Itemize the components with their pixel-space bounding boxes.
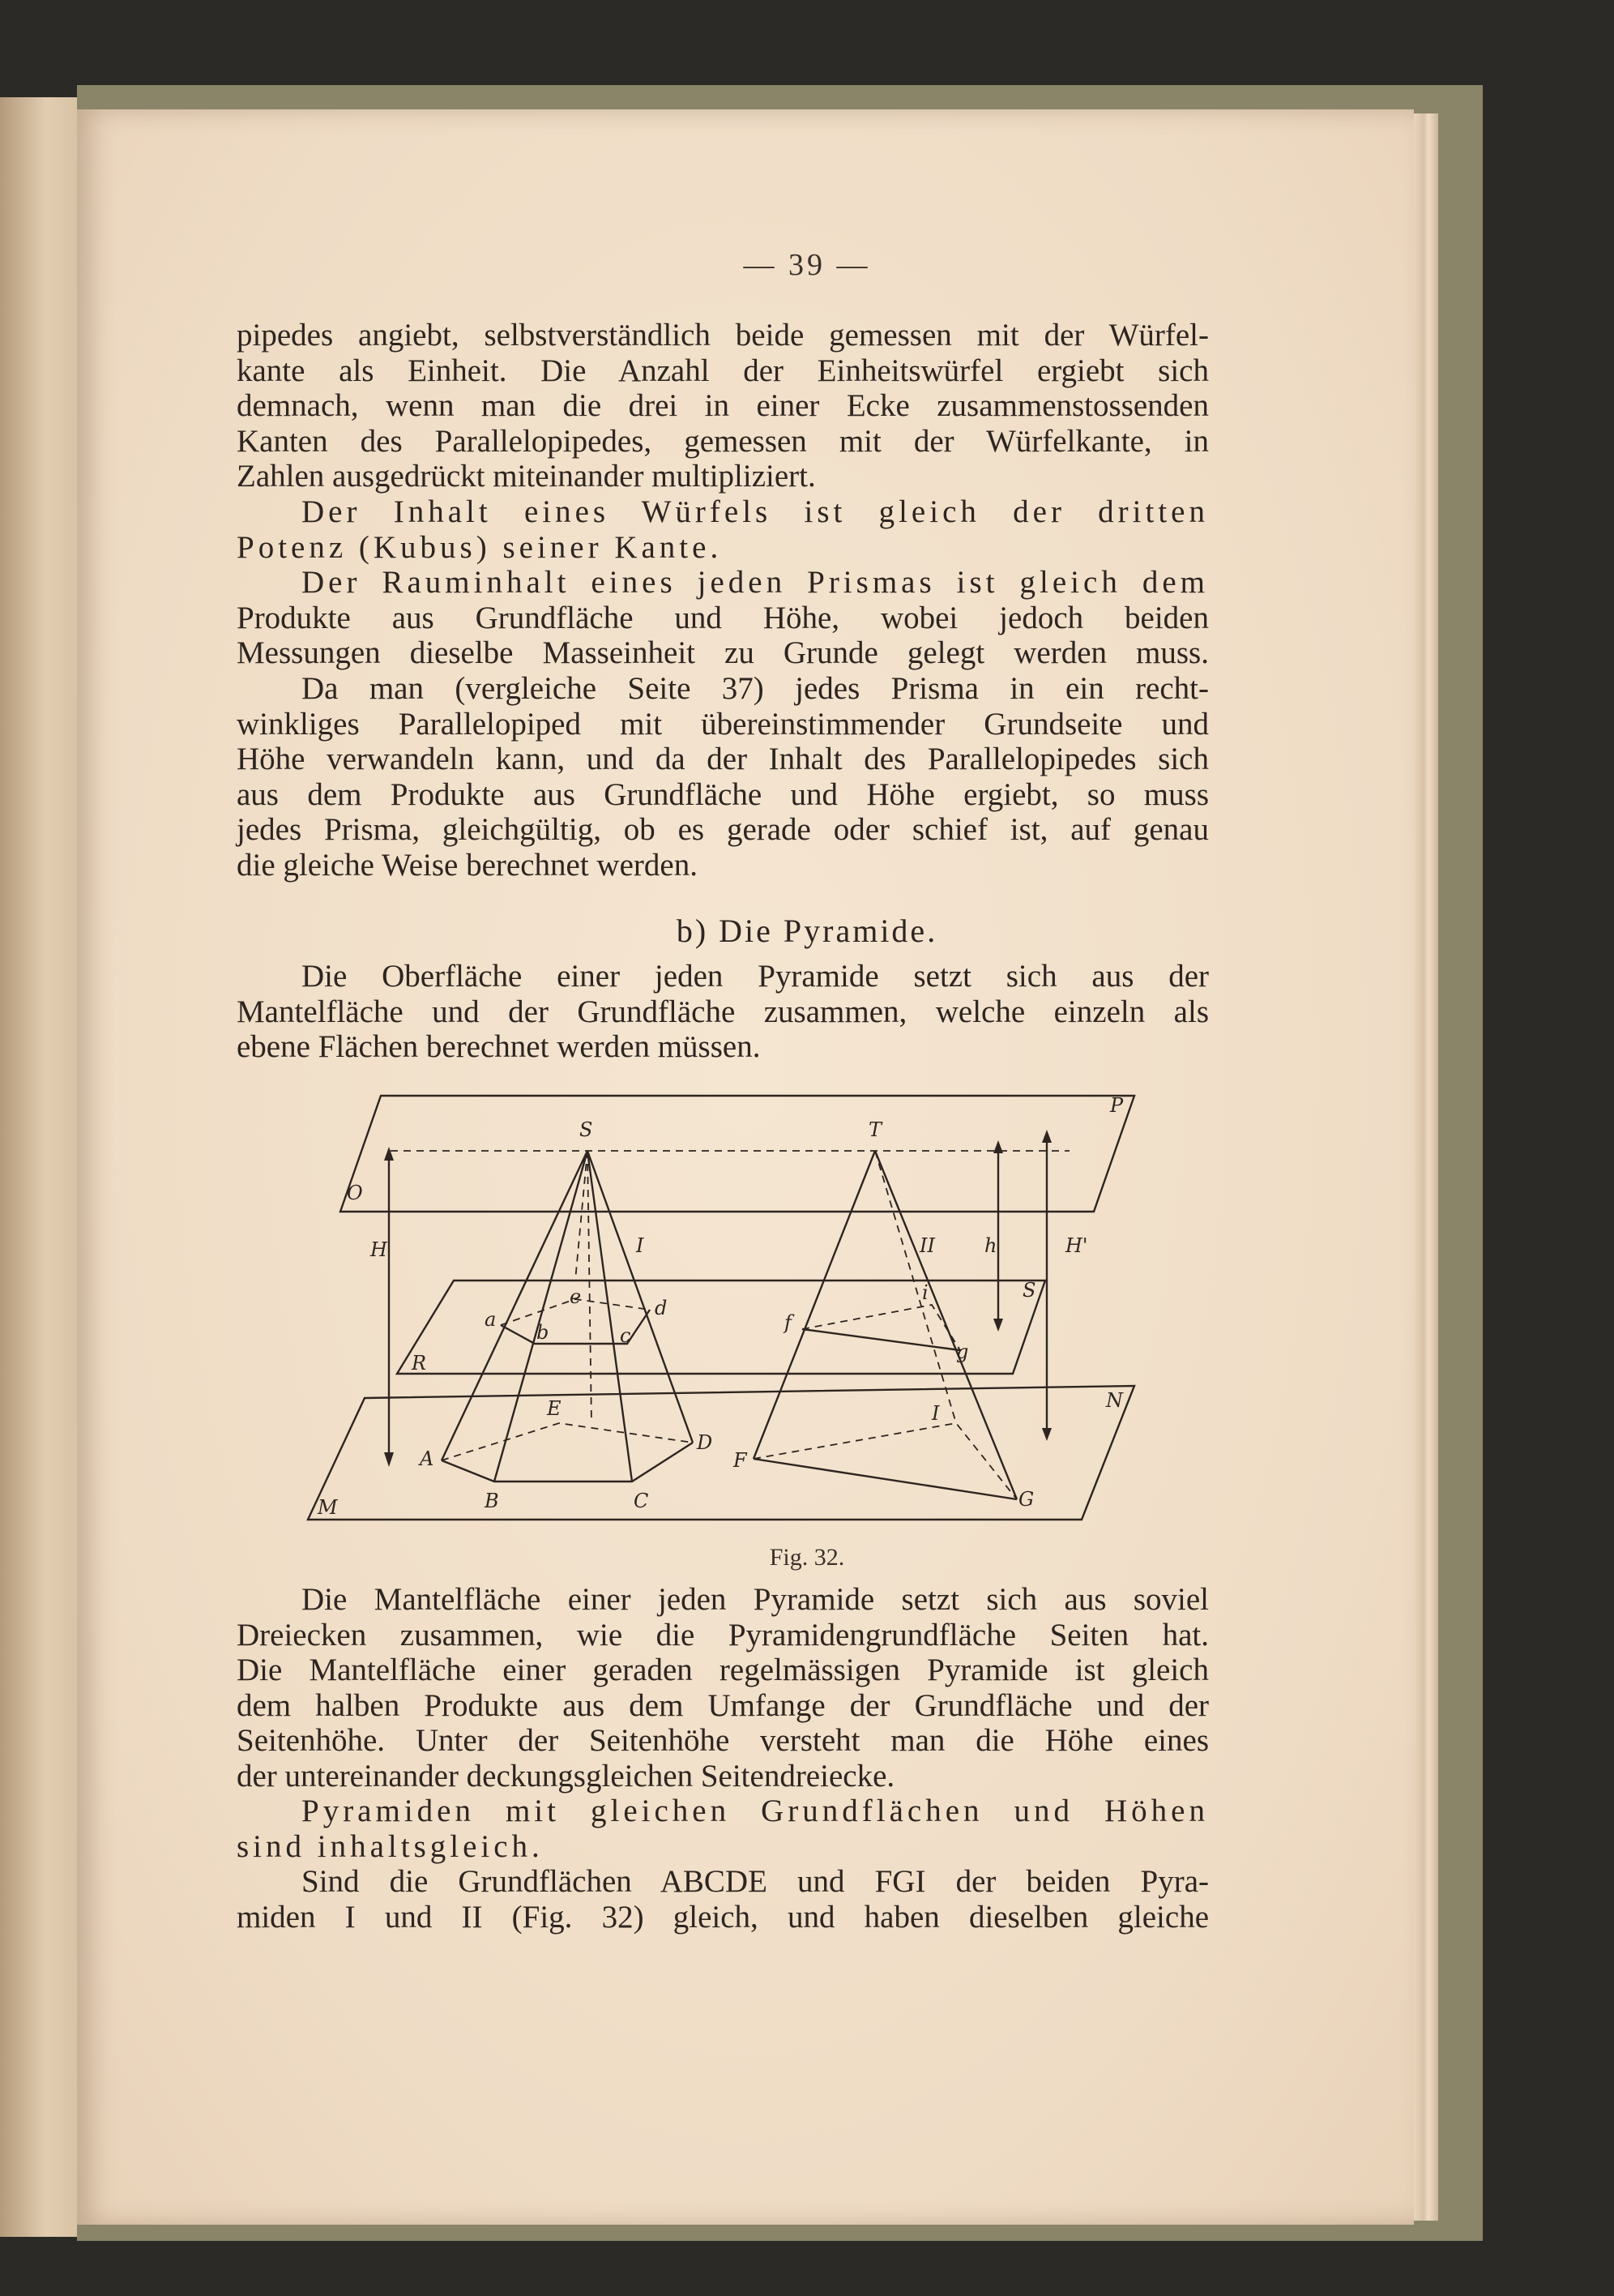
- label-B: B: [485, 1490, 499, 1512]
- label-d: d: [655, 1297, 668, 1319]
- text-line: ebene Flächen berechnet werden müssen.: [237, 1029, 761, 1064]
- text-line: der untereinander deckungsgleichen Seitendreiecke.: [237, 1758, 895, 1794]
- page-stack-edge: [1414, 113, 1438, 2221]
- text-line: Produkte aus Grundfläche und Höhe, wobei jedoch beiden: [237, 600, 1209, 635]
- text-line: pipedes angiebt, selbstverständlich beide gemessen mit der Würfel-: [237, 318, 1209, 353]
- text-line: die gleiche Weise berechnet werden.: [237, 847, 698, 883]
- label-C: C: [634, 1490, 649, 1512]
- label-II: II: [920, 1234, 935, 1257]
- figure-caption: Fig. 32.: [769, 1544, 845, 1571]
- text-line: winkliges Parallelopiped mit übereinstimmender Grundseite und: [237, 706, 1209, 742]
- label-P: P: [1110, 1094, 1124, 1117]
- text-line: Da man (vergleiche Seite 37) jedes Prisma in ein recht-: [301, 671, 1209, 706]
- text-line: Sind die Grundflächen ABCDE und FGI der beiden Pyra-: [301, 1864, 1209, 1899]
- label-S: S: [579, 1118, 593, 1141]
- text-line: Der Rauminhalt eines jeden Prismas ist gleich dem: [301, 565, 1209, 600]
- pyramid-diagram: [292, 1086, 1151, 1540]
- height-lines: [389, 1136, 1047, 1459]
- text-line: Die Oberfläche einer jeden Pyramide setzt sich aus der: [301, 959, 1209, 994]
- pyramid-ii-edges: [754, 1151, 1017, 1499]
- label-g: g: [956, 1340, 969, 1363]
- text-line: Potenz (Kubus) seiner Kante.: [237, 529, 723, 565]
- label-R: R: [412, 1352, 427, 1375]
- label-I-base: I: [932, 1402, 940, 1425]
- paragraph-5: [237, 959, 1209, 1065]
- label-H: H: [370, 1238, 387, 1261]
- text-line: Seitenhöhe. Unter der Seitenhöhe versteht man die Höhe eines: [237, 1723, 1209, 1758]
- paragraph-4: [237, 671, 1209, 883]
- label-b: b: [536, 1321, 549, 1344]
- label-e: e: [570, 1285, 582, 1308]
- label-I: I: [636, 1234, 644, 1257]
- label-f: f: [784, 1311, 792, 1334]
- section-heading: b) Die Pyramide.: [676, 913, 938, 949]
- paragraph-6: [237, 1582, 1209, 1794]
- label-T: T: [869, 1118, 882, 1141]
- label-N: N: [1106, 1389, 1123, 1412]
- pyramid-ii-hidden: [754, 1151, 1017, 1499]
- label-c: c: [620, 1324, 631, 1347]
- label-i: i: [922, 1281, 929, 1304]
- plane-op: [340, 1096, 1134, 1212]
- label-G: G: [1018, 1488, 1035, 1511]
- pyramid-ii-hidden-section: [802, 1305, 960, 1350]
- label-H-prime: H': [1065, 1234, 1088, 1257]
- text-line: aus dem Produkte aus Grundfläche und Höhe ergiebt, so muss: [237, 776, 1209, 812]
- text-line: Pyramiden mit gleichen Grundflächen und Höhen: [301, 1794, 1209, 1828]
- text-line: Dreiecken zusammen, wie die Pyramidengrundfläche Seiten hat.: [237, 1617, 1209, 1653]
- text-line: Die Mantelfläche einer geraden regelmässigen Pyramide ist gleich: [237, 1653, 1209, 1687]
- text-line: Kanten des Parallelopipedes, gemessen mit der Würfelkante, in: [237, 423, 1209, 459]
- text-line: demnach, wenn man die drei in einer Ecke zusammenstossenden: [237, 388, 1209, 423]
- text-line: Zahlen ausgedrückt miteinander multipliziert.: [237, 459, 816, 494]
- text-line: Mantelfläche und der Grundfläche zusammen, welche einzeln als: [237, 994, 1209, 1029]
- text-line: sind inhaltsgleich.: [237, 1828, 544, 1864]
- paragraph-1: [237, 318, 1209, 494]
- label-E: E: [547, 1397, 561, 1420]
- text-line: jedes Prisma, gleichgültig, ob es gerade oder schief ist, auf genau: [237, 812, 1209, 847]
- label-F: F: [733, 1449, 747, 1472]
- text-line: Höhe verwandeln kann, und da der Inhalt des Parallelopipedes sich: [237, 742, 1209, 776]
- text-line: dem halben Produkte aus dem Umfange der Grundfläche und der: [237, 1687, 1209, 1723]
- label-M: M: [318, 1496, 338, 1519]
- paragraph-7-theorem: [237, 1794, 1209, 1864]
- pyramid-ii-base: [754, 1459, 1017, 1499]
- label-h: h: [984, 1234, 997, 1257]
- text-line: Messungen dieselbe Masseinheit zu Grunde gelegt werden muss.: [237, 635, 1209, 670]
- label-A: A: [420, 1447, 434, 1470]
- label-a: a: [485, 1308, 497, 1331]
- text-line: kante als Einheit. Die Anzahl der Einheitswürfel ergiebt sich: [237, 353, 1209, 388]
- text-line: miden I und II (Fig. 32) gleich, und haben dieselben gleiche: [237, 1899, 1209, 1935]
- facing-page-edge: [0, 97, 77, 2237]
- pyramid-ii-section: [802, 1329, 960, 1350]
- pyramid-figure: [292, 1086, 1151, 1540]
- page-number: — 39 —: [743, 248, 871, 282]
- paragraph-2-theorem: [237, 494, 1209, 565]
- label-D: D: [697, 1431, 713, 1454]
- text-line: Der Inhalt eines Würfels ist gleich der dritten: [301, 494, 1209, 529]
- text-line: Die Mantelfläche einer jeden Pyramide setzt sich aus soviel: [301, 1582, 1209, 1617]
- label-O: O: [347, 1182, 363, 1204]
- paragraph-3-theorem: [237, 565, 1209, 671]
- paragraph-8: [237, 1864, 1209, 1935]
- label-S-plane: S: [1023, 1279, 1036, 1302]
